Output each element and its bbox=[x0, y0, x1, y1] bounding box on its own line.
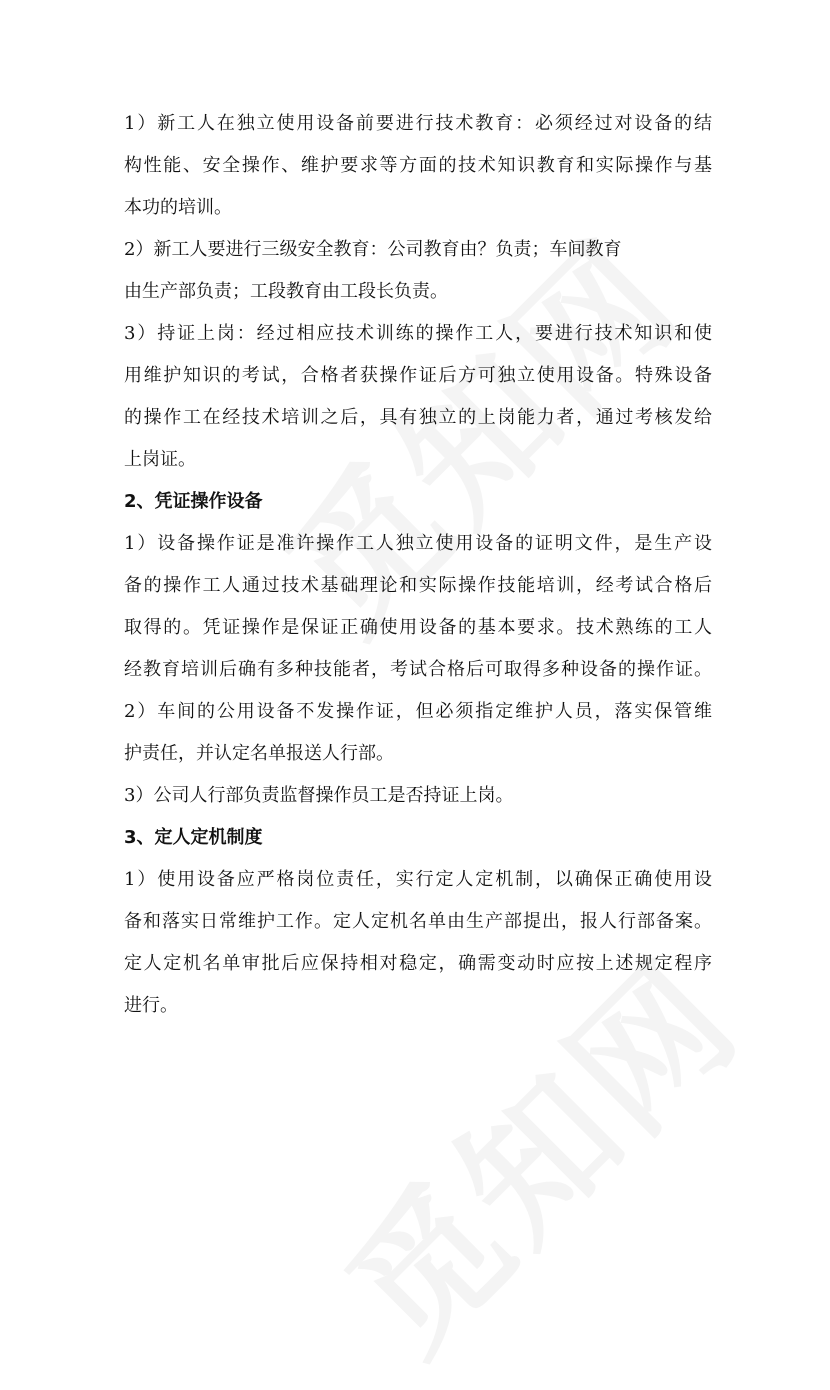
paragraph-line: 经教育培训后确有多种技能者，考试合格后可取得多种设备的操作证。 bbox=[124, 659, 712, 680]
paragraph-line: 1）新工人在独立使用设备前要进行技术教育：必须经过对设备的结 bbox=[124, 113, 712, 134]
paragraph-line: 2）车间的公用设备不发操作证，但必须指定维护人员，落实保管维 bbox=[124, 701, 712, 722]
section-heading: 2、凭证操作设备 bbox=[124, 491, 263, 512]
paragraph-line: 备的操作工人通过技术基础理论和实际操作技能培训，经考试合格后 bbox=[124, 575, 712, 596]
paragraph-line: 本功的培训。 bbox=[124, 197, 232, 218]
paragraph-line: 护责任，并认定名单报送人行部。 bbox=[124, 743, 394, 764]
paragraph-line: 上岗证。 bbox=[124, 449, 196, 470]
paragraph-line: 3）公司人行部负责监督操作员工是否持证上岗。 bbox=[124, 785, 514, 806]
watermark bbox=[292, 906, 776, 1390]
paragraph-line: 备和落实日常维护工作。定人定机名单由生产部提出，报人行部备案。 bbox=[124, 911, 712, 932]
paragraph-line: 1）设备操作证是准许操作工人独立使用设备的证明文件，是生产设 bbox=[124, 533, 712, 554]
paragraph-line: 的操作工在经技术培训之后，具有独立的上岗能力者，通过考核发给 bbox=[124, 407, 712, 428]
paragraph-line: 由生产部负责；工段教育由工段长负责。 bbox=[124, 281, 448, 302]
section-heading: 3、定人定机制度 bbox=[124, 827, 263, 848]
paragraph-line: 2）新工人要进行三级安全教育：公司教育由？负责；车间教育 bbox=[124, 239, 622, 260]
paragraph-line: 取得的。凭证操作是保证正确使用设备的基本要求。技术熟练的工人 bbox=[124, 617, 712, 638]
paragraph-line: 1）使用设备应严格岗位责任，实行定人定机制，以确保正确使用设 bbox=[124, 869, 712, 890]
paragraph-line: 进行。 bbox=[124, 995, 178, 1016]
paragraph-line: 定人定机名单审批后应保持相对稳定，确需变动时应按上述规定程序 bbox=[124, 953, 712, 974]
paragraph-line: 用维护知识的考试，合格者获操作证后方可独立使用设备。特殊设备 bbox=[124, 365, 712, 386]
paragraph-line: 构性能、安全操作、维护要求等方面的技术知识教育和实际操作与基 bbox=[124, 155, 712, 176]
paragraph-line: 3）持证上岗：经过相应技术训练的操作工人，要进行技术知识和使 bbox=[124, 323, 712, 344]
